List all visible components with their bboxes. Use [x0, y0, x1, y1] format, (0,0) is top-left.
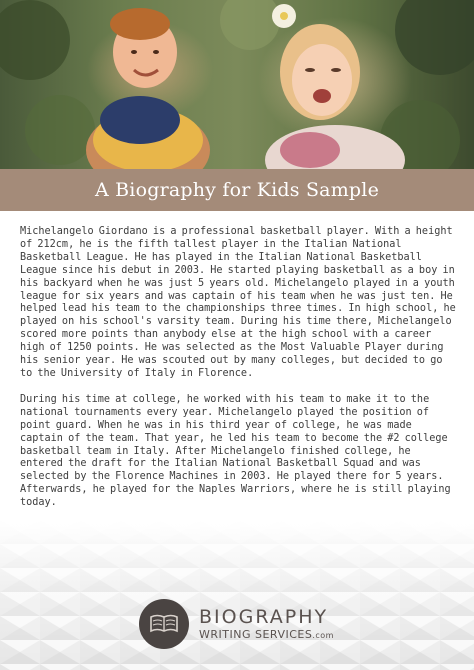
- paragraph: Michelangelo Giordano is a professional basketball player. With a height of 212cm, he is the fifth tallest player in the Italian National Basketball League. He has played in the Italian National Basketball League since his debut in 2003. He started playing basketball as a boy in his backyard when he was just 5 years old. Michelangelo played in a youth league for six years and was captain of his team when he was just ten. He helped lead his team to the championships three times. In high school, he played on his school's varsity team. During his time there, Michelangelo scored more points than anybody else at the high school with a career high of 1250 points. He was selected as the Most Valuable Player during his senior year. He was scouted out by many colleges, but decided to go to the University of Italy in Florence.: [20, 226, 456, 379]
- logo-line2: [199, 628, 334, 643]
- children-photo-illustration: [0, 0, 474, 169]
- logo-domain-suffix: .com: [312, 630, 334, 640]
- paragraph: During his time at college, he worked with his team to make it to the national tournaments every year. Michelangelo played the position of point guard. When he was in his third year of college, he was made captain of the team. That year, he led his team to become the #2 college basketball team in Italy. After Michelangelo finished college, he entered the draft for the Italian National Basketball Squad and was selected by the Florence Machines in 2003. He played there for 5 years. Afterwards, he played for the Naples Warriors, where he is still playing today.: [20, 393, 451, 509]
- logo-line2-main: WRITING SERVICES: [199, 627, 313, 641]
- brand-logo[interactable]: [139, 598, 334, 650]
- open-book-icon: [139, 599, 189, 649]
- hero-photo: [0, 0, 474, 169]
- page-title: A Biography for Kids Sample: [94, 179, 380, 201]
- logo-line1: BIOGRAPHY: [199, 605, 329, 628]
- boy-figure: [86, 8, 210, 169]
- girl-figure: [265, 4, 405, 169]
- title-band: [0, 169, 474, 211]
- logo-text: [199, 606, 334, 643]
